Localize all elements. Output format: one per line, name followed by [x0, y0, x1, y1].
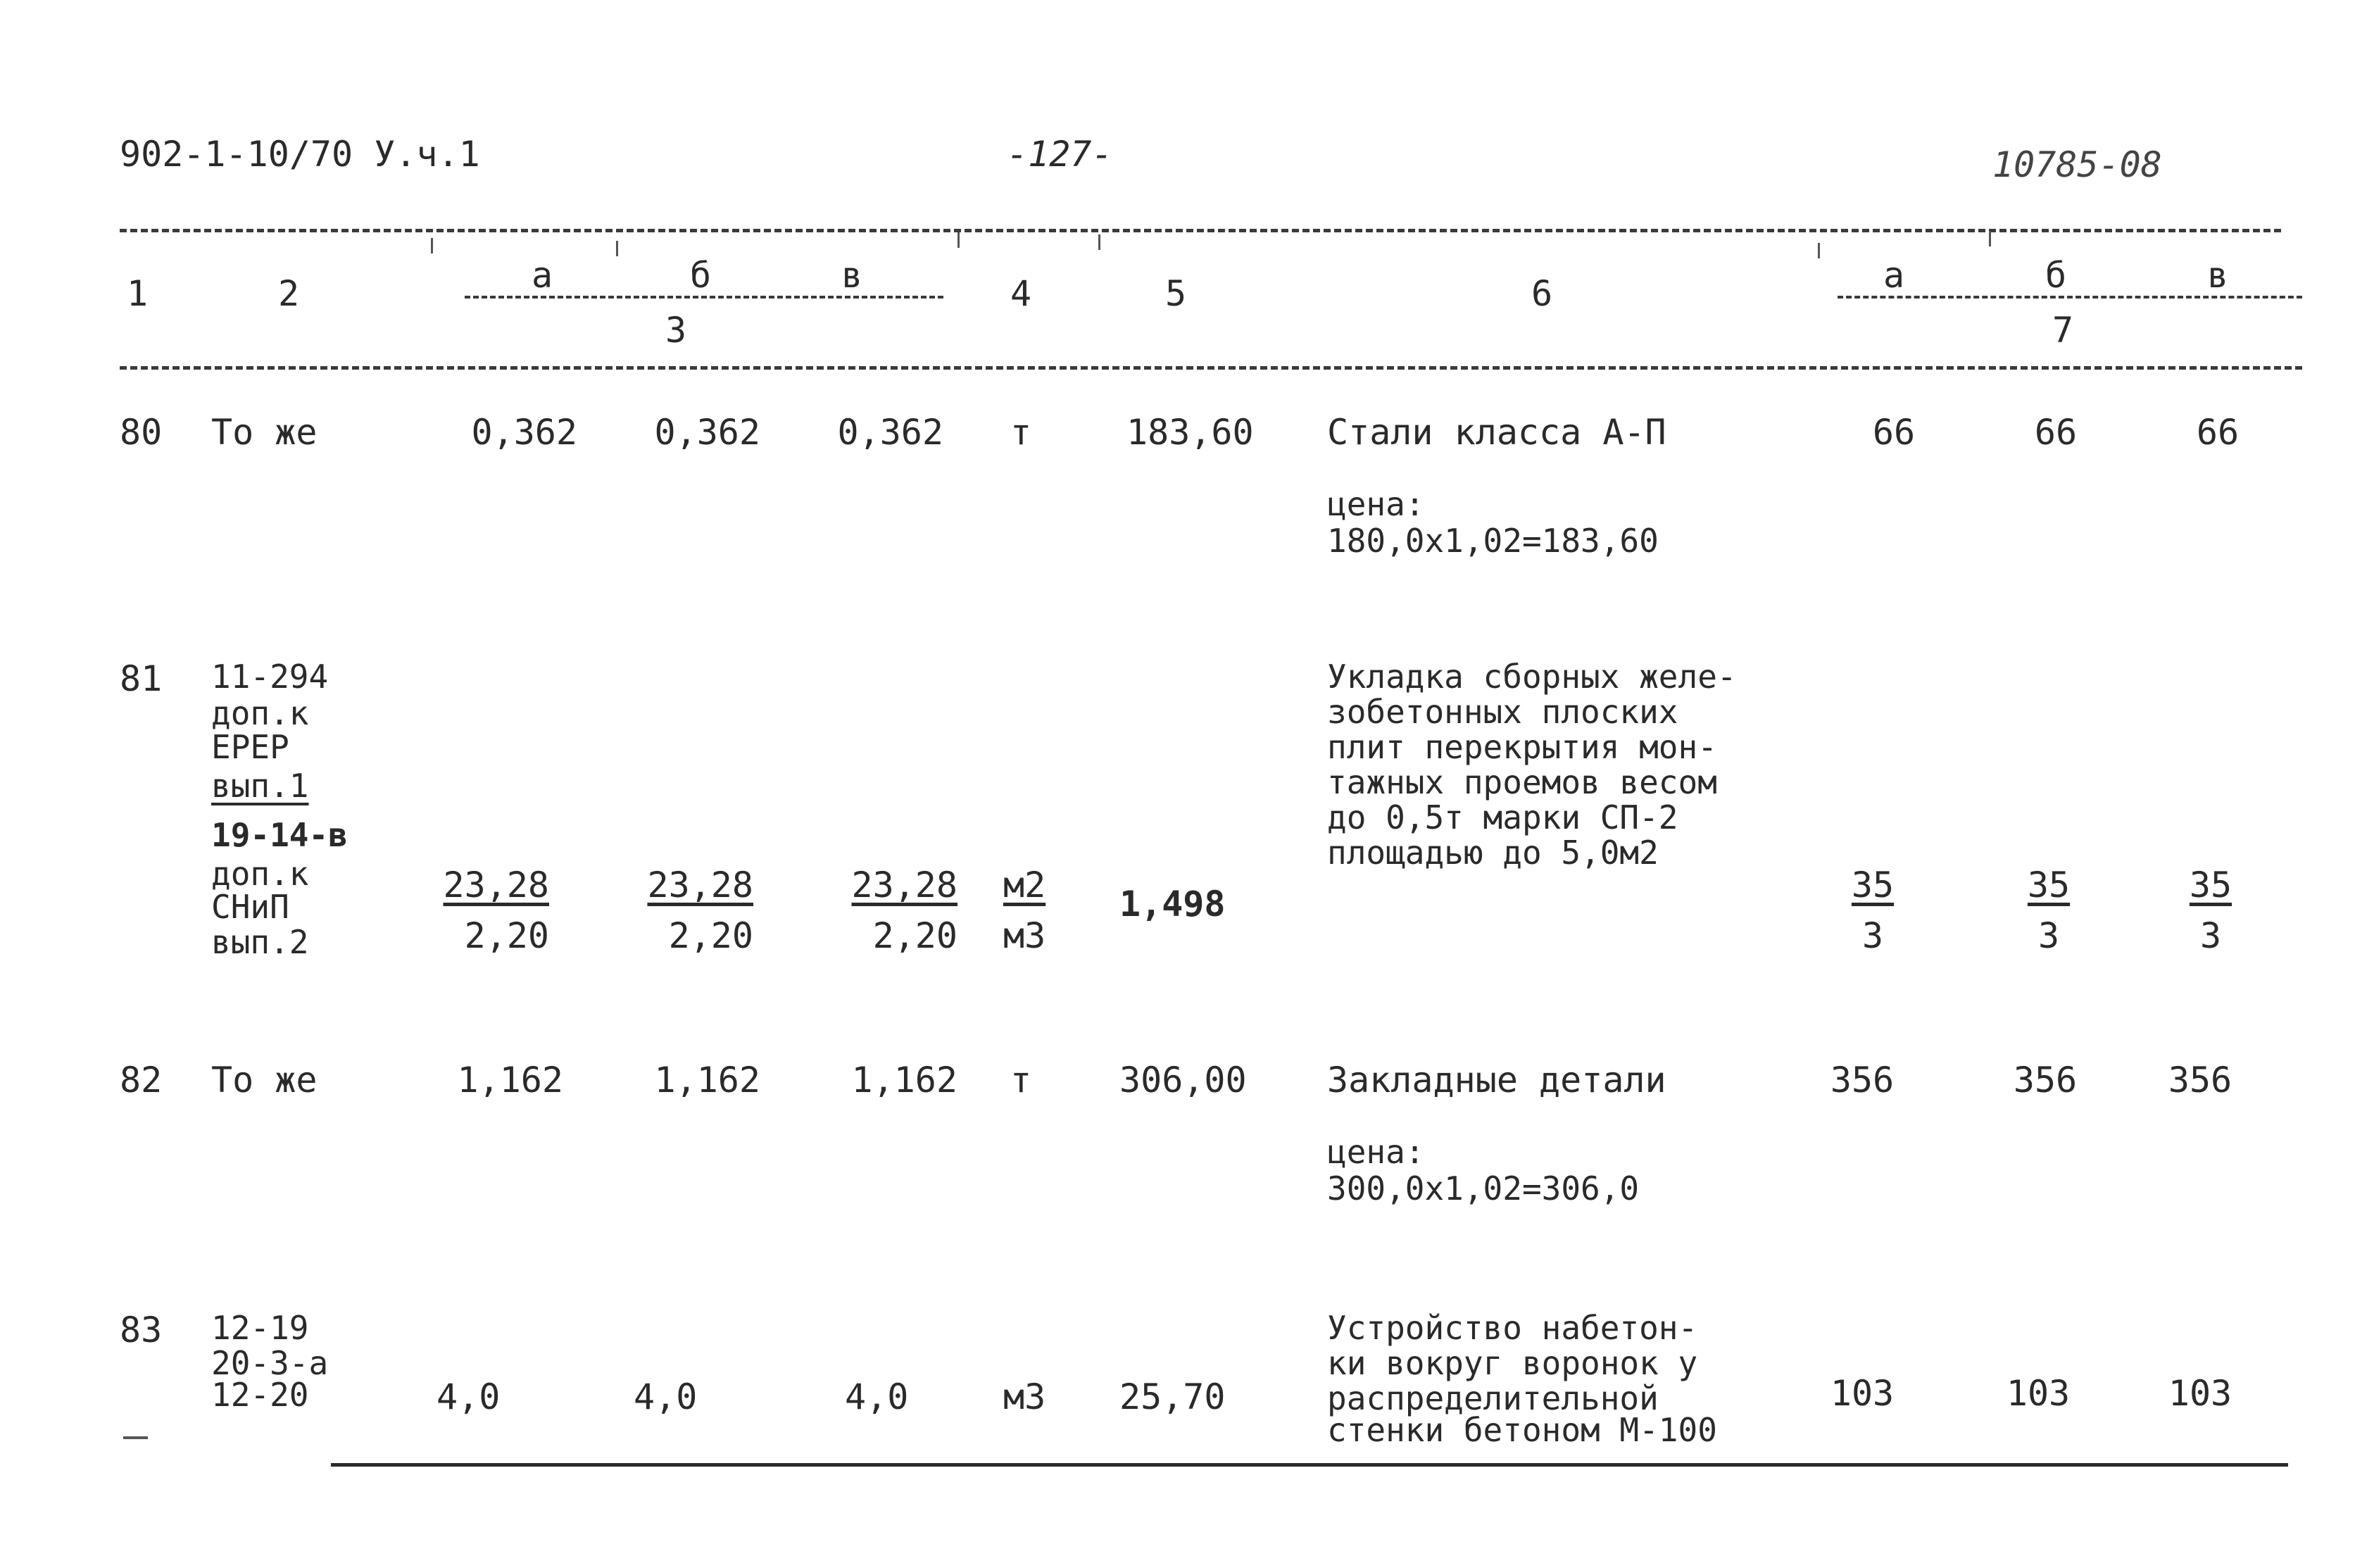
value-7a: 103 — [1830, 1373, 1895, 1414]
value-3v: 4,0 — [845, 1376, 909, 1417]
description-line: зобетонных плоских — [1327, 693, 1678, 731]
header-col-7a: а — [1866, 255, 1922, 296]
margin-mark — [123, 1436, 148, 1439]
header-col-7v: в — [2190, 255, 2246, 296]
value-3a-top: 23,28 — [443, 865, 549, 905]
unit-top: м2 — [1003, 865, 1046, 905]
header-col-3v: в — [824, 255, 880, 296]
value-7b-bottom: 3 — [2037, 915, 2060, 956]
header-col-6: 6 — [1531, 273, 1553, 314]
header-col-3: 3 — [665, 310, 687, 351]
description-line: площадью до 5,0м2 — [1327, 834, 1659, 872]
value-3v-bottom: 2,20 — [872, 915, 957, 956]
value-7a: 356 — [1830, 1060, 1895, 1100]
value-7v: 103 — [2168, 1373, 2232, 1414]
value-7b: 103 — [2006, 1373, 2071, 1414]
table-bottom-rule — [331, 1463, 2288, 1467]
value-7a: 66 — [1872, 412, 1916, 453]
value-7b-top: 35 — [2027, 865, 2071, 905]
header-col-3-subrule — [465, 296, 943, 299]
header-col-4: 4 — [1010, 273, 1032, 314]
description-line: стенки бетоном М-100 — [1327, 1411, 1717, 1449]
row-code: 12-19 — [211, 1309, 309, 1347]
row-code: То же — [211, 412, 318, 453]
value-7a-top: 35 — [1851, 865, 1895, 905]
row-code: 11-294 — [211, 658, 329, 696]
archive-stamp-number: 10785-08 — [1992, 144, 2162, 185]
value-7v: 66 — [2196, 412, 2240, 453]
header-col-7: 7 — [2052, 310, 2074, 351]
value-3a: 1,162 — [457, 1060, 563, 1100]
header-col-2: 2 — [277, 273, 300, 314]
row-code: доп.к — [211, 855, 309, 893]
price-note-formula: 180,0х1,02=183,60 — [1327, 522, 1659, 560]
value-7v: 356 — [2168, 1060, 2232, 1100]
page-number: -127- — [1007, 134, 1113, 175]
unit-price: 306,00 — [1119, 1060, 1247, 1100]
description: Стали класса А-П — [1327, 412, 1666, 453]
value-7v-bottom: 3 — [2199, 915, 2222, 956]
unit-bottom: м3 — [1003, 915, 1046, 956]
value-3b-bottom: 2,20 — [668, 915, 753, 956]
value-7v-top: 35 — [2189, 865, 2232, 905]
row-code: СНиП — [211, 888, 289, 926]
row-code: То же — [211, 1060, 318, 1100]
header-col-5: 5 — [1164, 273, 1187, 314]
value-3v-top: 23,28 — [851, 865, 957, 905]
description-line: распределительной — [1327, 1379, 1659, 1417]
unit-price: 1,498 — [1119, 884, 1226, 924]
row-number: 80 — [120, 412, 163, 453]
header-col-7b: б — [2028, 255, 2084, 296]
description: Закладные детали — [1327, 1060, 1666, 1100]
value-3b: 0,362 — [654, 412, 760, 453]
header-col-3a: а — [514, 255, 570, 296]
row-code: 20-3-а — [211, 1344, 329, 1382]
value-3a: 0,362 — [471, 412, 577, 453]
description-line: плит перекрытия мон- — [1327, 728, 1717, 766]
description-line: Устройство набетон- — [1327, 1309, 1698, 1347]
header-bottom-rule — [120, 366, 2302, 370]
value-3b: 4,0 — [634, 1376, 698, 1417]
price-note-label: цена: — [1327, 1133, 1425, 1171]
value-7a-bottom: 3 — [1861, 915, 1884, 956]
unit: т — [1010, 412, 1032, 453]
row-number: 81 — [120, 658, 163, 699]
header-col-3b: б — [672, 255, 729, 296]
row-code: вып.1 — [211, 767, 309, 805]
value-3b: 1,162 — [654, 1060, 760, 1100]
row-code: доп.к — [211, 694, 309, 732]
value-3a: 4,0 — [437, 1376, 501, 1417]
value-7b: 356 — [2013, 1060, 2078, 1100]
row-code: 12-20 — [211, 1376, 309, 1414]
header-col-7-subrule — [1838, 296, 2302, 299]
header-col-1: 1 — [126, 273, 149, 314]
row-number: 83 — [120, 1310, 163, 1350]
document-code: 902-1-10/70 У.ч.1 — [120, 134, 480, 175]
header-top-rule — [120, 229, 2281, 232]
unit: м3 — [1003, 1376, 1046, 1417]
price-note-formula: 300,0х1,02=306,0 — [1327, 1169, 1640, 1208]
description-line: тажных проемов весом — [1327, 763, 1717, 801]
value-3a-bottom: 2,20 — [464, 915, 549, 956]
value-7b: 66 — [2034, 412, 2078, 453]
unit-price: 25,70 — [1119, 1376, 1226, 1417]
description-line: до 0,5т марки СП-2 — [1327, 798, 1678, 836]
value-3v: 0,362 — [837, 412, 943, 453]
row-code: вып.2 — [211, 923, 309, 961]
value-3b-top: 23,28 — [647, 865, 753, 905]
row-code: 19-14-в — [211, 816, 348, 854]
value-3v: 1,162 — [851, 1060, 957, 1100]
unit-price: 183,60 — [1126, 412, 1254, 453]
row-code: ЕРЕР — [211, 728, 289, 766]
price-note-label: цена: — [1327, 485, 1425, 523]
description-line: Укладка сборных желе- — [1327, 658, 1737, 696]
description-line: ки вокруг воронок у — [1327, 1344, 1698, 1382]
row-number: 82 — [120, 1060, 163, 1100]
unit: т — [1010, 1060, 1032, 1100]
